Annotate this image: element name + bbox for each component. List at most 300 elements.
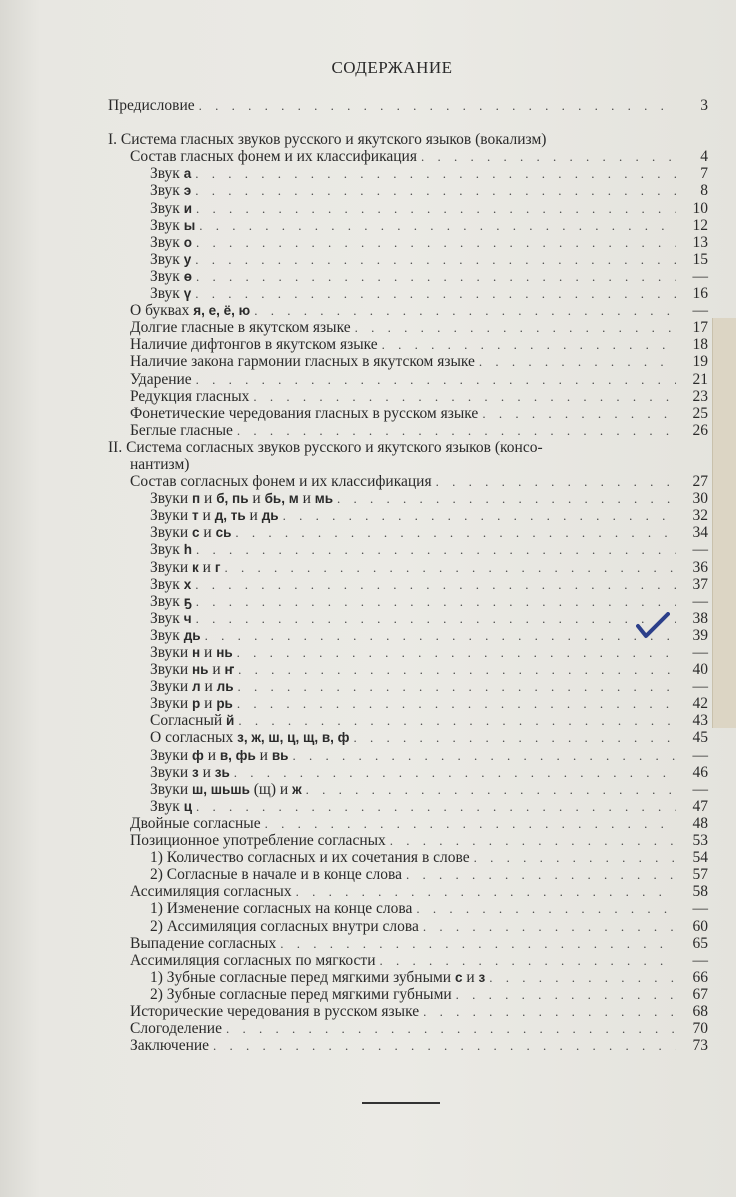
entry-text: 2) Ассимиляция согласных внутри слова — [150, 917, 419, 935]
toc-entry — [108, 422, 708, 439]
dot-leader — [195, 165, 676, 182]
handwritten-check-icon — [636, 612, 670, 640]
toc-entry-title — [130, 319, 351, 336]
sound-letter: у — [183, 251, 192, 267]
sound-letter: сь — [215, 525, 232, 541]
toc-entry-title — [108, 131, 546, 148]
entry-text: Звуки — [150, 524, 193, 542]
sound-letter: ҕ — [183, 593, 192, 609]
toc-entry — [108, 353, 708, 370]
sound-letter: э — [183, 183, 192, 199]
entry-text: и — [462, 968, 479, 986]
sound-letter: ль — [216, 679, 234, 695]
entry-text: О согласных — [150, 729, 238, 747]
sound-letter: с — [454, 969, 463, 985]
toc-entry-title — [150, 678, 234, 695]
dot-leader — [306, 781, 676, 798]
entry-text: Звук — [150, 626, 184, 644]
toc-entry — [108, 764, 708, 781]
entry-text: и — [203, 746, 220, 764]
page-number: 30 — [692, 490, 708, 508]
dot-leader — [238, 678, 676, 695]
page-number: — — [692, 267, 708, 285]
page-number: 53 — [692, 832, 708, 850]
toc-entry — [108, 131, 708, 148]
toc-entry — [108, 1020, 708, 1037]
page-number: 65 — [692, 934, 708, 952]
entry-text: Предисловие — [108, 97, 195, 114]
toc-entry — [108, 900, 708, 917]
sound-letter: г — [214, 559, 221, 575]
dot-leader — [196, 371, 676, 388]
toc-entry — [108, 935, 708, 952]
toc-entry-title — [130, 388, 249, 405]
toc-entry-title — [150, 986, 452, 1003]
sound-letter: нь — [192, 662, 209, 678]
dot-leader — [489, 969, 676, 986]
sound-letter: р — [192, 696, 201, 712]
toc-entry — [108, 217, 708, 234]
entry-text: Беглые гласные — [130, 421, 233, 439]
entry-text: Звук — [150, 592, 184, 610]
toc-entry-title — [150, 507, 279, 524]
toc-entry-title — [150, 712, 234, 729]
dot-leader — [199, 97, 676, 114]
sound-letter: с — [192, 525, 200, 541]
toc-entry-title — [150, 729, 349, 746]
page-number: 15 — [692, 250, 708, 268]
toc-entry — [108, 541, 708, 558]
page-number: 25 — [692, 404, 708, 422]
toc-entry-title — [150, 918, 419, 935]
entry-text: Ассимиляция согласных — [130, 883, 292, 901]
toc-entry — [108, 285, 708, 302]
toc-entry-title — [130, 336, 378, 353]
entry-text: 1) Зубные согласные перед мягкими зубными — [150, 968, 455, 986]
toc-entry — [108, 849, 708, 866]
sound-letter: и — [183, 200, 193, 216]
sound-letter: я, е, ё, ю — [193, 303, 251, 319]
sound-letter: л — [192, 679, 201, 695]
toc-entry-title — [150, 593, 192, 610]
toc-entry — [108, 952, 708, 969]
entry-text: Звук — [150, 199, 184, 217]
entry-text: 2) Согласные в начале и в конце слова — [150, 866, 403, 884]
page-number: — — [692, 746, 708, 764]
dot-leader — [456, 986, 676, 1003]
tape-strip — [712, 318, 736, 728]
sound-letter: т — [192, 508, 199, 524]
sound-letter: һ — [183, 542, 192, 558]
page-number: 46 — [692, 763, 708, 781]
sound-letter: й — [226, 713, 235, 729]
entry-text: (щ) и — [249, 780, 293, 798]
dot-leader — [421, 148, 676, 165]
toc-entry — [108, 815, 708, 832]
toc-entry-title — [130, 405, 478, 422]
toc-entry-title — [130, 1003, 419, 1020]
dot-leader — [196, 593, 676, 610]
page-number: 32 — [692, 507, 708, 525]
toc-entry-title — [150, 234, 192, 251]
dot-leader — [196, 200, 676, 217]
toc-entry-title — [150, 285, 191, 302]
toc-entry-title — [130, 815, 261, 832]
page-number: 60 — [692, 917, 708, 935]
toc-entry-title — [150, 217, 195, 234]
entry-text: Исторические чередования в русском языке — [130, 1002, 420, 1020]
toc-entry-title — [130, 883, 292, 900]
entry-text: Звуки — [150, 746, 193, 764]
toc-entry-title — [150, 866, 402, 883]
entry-text: Слогоделение — [130, 1020, 222, 1038]
toc-entry — [108, 712, 708, 729]
dot-leader — [237, 422, 676, 439]
toc-entry — [108, 969, 708, 986]
entry-text: Звуки — [150, 678, 193, 696]
page-number: — — [692, 302, 708, 320]
entry-text: Звук — [150, 233, 184, 251]
toc-entry — [108, 627, 708, 644]
dot-leader — [474, 849, 676, 866]
dot-leader — [292, 747, 676, 764]
dot-leader — [234, 764, 676, 781]
toc-entry-title — [150, 576, 191, 593]
toc-entry-title — [130, 422, 233, 439]
page-number: 66 — [692, 968, 708, 986]
toc-entry-title — [150, 268, 192, 285]
toc-entry-title — [130, 832, 386, 849]
dot-leader — [265, 815, 676, 832]
toc-entry-title — [150, 200, 192, 217]
entry-text: Звук — [150, 216, 184, 234]
entry-text: Звук — [150, 541, 184, 559]
entry-text: Звук — [150, 797, 184, 815]
entry-text: и — [199, 524, 216, 542]
entry-text: Звук — [150, 285, 184, 303]
toc-entry-title — [150, 251, 191, 268]
dot-leader — [423, 1003, 676, 1020]
page-number: 38 — [692, 609, 708, 627]
dot-leader — [205, 627, 676, 644]
page-number: 54 — [692, 849, 708, 867]
sound-letter: о — [183, 234, 192, 250]
toc-entry — [108, 1003, 708, 1020]
entry-text: Долгие гласные в якутском языке — [130, 319, 351, 337]
page-number: 70 — [692, 1020, 708, 1038]
sound-letter: п — [192, 491, 201, 507]
toc-entry — [108, 593, 708, 610]
toc-entry — [108, 661, 708, 678]
page-number: 43 — [692, 712, 708, 730]
page-number: — — [692, 541, 708, 559]
dot-leader — [195, 576, 676, 593]
page-number: 39 — [692, 626, 708, 644]
toc-entry-title — [150, 798, 192, 815]
toc-entry-title — [150, 165, 191, 182]
page-number: 58 — [692, 883, 708, 901]
entry-text: Ассимиляция согласных по мягкости — [130, 951, 376, 969]
entry-text: и — [255, 746, 272, 764]
page-number: 4 — [700, 148, 708, 166]
page-number: 10 — [692, 199, 708, 217]
toc-entry-title — [150, 559, 220, 576]
page-number: — — [692, 900, 708, 918]
page-number: 68 — [692, 1002, 708, 1020]
toc-entry — [108, 268, 708, 285]
dot-leader — [382, 336, 676, 353]
entry-text: и — [298, 490, 315, 508]
dot-leader — [353, 729, 676, 746]
dot-leader — [436, 473, 676, 490]
toc-entry — [108, 182, 708, 199]
dot-leader — [237, 695, 676, 712]
page-number: 34 — [692, 524, 708, 542]
toc-entry-title — [150, 849, 470, 866]
toc-entry — [108, 507, 708, 524]
entry-text: Наличие закона гармонии гласных в якутском языке — [130, 353, 475, 371]
dot-leader — [380, 952, 677, 969]
toc-entry-title — [150, 781, 302, 798]
page-number: 12 — [692, 216, 708, 234]
page-number: — — [692, 678, 708, 696]
sound-letter: бь, м — [264, 491, 299, 507]
toc-entry — [108, 559, 708, 576]
page-number: 8 — [700, 182, 708, 200]
entry-text: и — [248, 490, 265, 508]
entry-text: Звуки — [150, 558, 193, 576]
page-number: — — [692, 951, 708, 969]
sound-letter: х — [183, 576, 192, 592]
sound-letter: д, ть — [214, 508, 246, 524]
toc-entry — [108, 678, 708, 695]
dot-leader — [196, 610, 676, 627]
sound-letter: дь — [183, 627, 201, 643]
toc-entry — [108, 234, 708, 251]
entry-text: 1) Изменение согласных на конце слова — [150, 900, 413, 918]
sound-letter: рь — [216, 696, 233, 712]
dot-leader — [479, 353, 676, 370]
sound-letter: з, ж, ш, ц, щ, в, ф — [237, 730, 350, 746]
toc-entry — [108, 439, 708, 456]
toc-entry — [108, 781, 708, 798]
page-number: — — [692, 592, 708, 610]
entry-text: Звуки — [150, 490, 193, 508]
page-number: — — [692, 780, 708, 798]
page-number: 7 — [700, 165, 708, 183]
entry-text: и — [200, 644, 217, 661]
sound-letter: б, пь — [216, 491, 249, 507]
dot-leader — [196, 268, 676, 285]
entry-text: Фонетические чередования гласных в русском языке — [130, 404, 479, 422]
page-number: 3 — [700, 97, 708, 114]
toc-entry — [108, 456, 708, 473]
dot-leader — [296, 883, 676, 900]
page-number: 27 — [692, 473, 708, 491]
dot-leader — [195, 285, 676, 302]
entry-text: Звук — [150, 609, 184, 627]
toc-entry-title — [150, 610, 192, 627]
page-number: 40 — [692, 661, 708, 679]
dot-leader — [280, 935, 676, 952]
sound-letter: ж — [292, 781, 302, 797]
toc-entry — [108, 695, 708, 712]
entry-text: Звуки — [150, 661, 193, 679]
toc-entry-title — [130, 935, 276, 952]
dot-leader — [238, 661, 676, 678]
entry-text: Звуки — [150, 763, 193, 781]
entry-text: Звук — [150, 165, 184, 183]
sound-letter: мь — [314, 491, 334, 507]
toc-entry-title — [150, 644, 233, 661]
table-of-contents — [108, 97, 708, 1054]
page-number: — — [692, 644, 708, 661]
dot-leader — [235, 524, 676, 541]
sound-letter: дь — [261, 508, 279, 524]
entry-text: Согласный — [150, 712, 227, 730]
toc-entry — [108, 319, 708, 336]
entry-text: и — [208, 661, 225, 679]
toc-entry-title — [130, 952, 376, 969]
toc-entry — [108, 405, 708, 422]
toc-entry-title — [130, 148, 417, 165]
toc-entry-title — [130, 371, 192, 388]
toc-entry — [108, 883, 708, 900]
entry-text: и — [198, 507, 215, 525]
entry-text: Двойные согласные — [130, 814, 261, 832]
page-number: 16 — [692, 285, 708, 303]
sound-letter: з — [478, 969, 486, 985]
dot-leader — [254, 302, 676, 319]
sound-letter: з — [192, 764, 199, 780]
toc-entry — [108, 729, 708, 746]
dot-leader — [482, 405, 676, 422]
dot-leader — [253, 388, 676, 405]
dot-leader — [423, 918, 676, 935]
dot-leader — [355, 319, 676, 336]
dot-leader — [195, 182, 676, 199]
entry-text: Звуки — [150, 507, 193, 525]
toc-entry-title — [130, 473, 432, 490]
toc-entry — [108, 388, 708, 405]
entry-text: Позиционное употребление согласных — [130, 832, 386, 850]
entry-text: I. Система гласных звуков русского и якутского языков (вокализм) — [108, 131, 547, 149]
page-title: СОДЕРЖАНИЕ — [331, 58, 453, 77]
entry-text: и — [198, 763, 215, 781]
toc-entry-title — [150, 182, 191, 199]
toc-entry — [108, 644, 708, 661]
toc-entry — [108, 302, 708, 319]
entry-text: и — [198, 558, 215, 576]
toc-entry-title — [108, 439, 543, 456]
toc-entry — [108, 1037, 708, 1054]
sound-letter: н — [192, 645, 201, 660]
dot-leader — [196, 234, 676, 251]
toc-entry — [108, 918, 708, 935]
toc-entry-title — [130, 353, 475, 370]
toc-entry — [108, 576, 708, 593]
dot-leader — [283, 507, 676, 524]
toc-entry-title — [150, 695, 233, 712]
dot-leader — [199, 217, 676, 234]
dot-leader — [213, 1037, 676, 1054]
toc-entry — [108, 866, 708, 883]
entry-text: Звук — [150, 182, 184, 200]
entry-text: Звуки — [150, 695, 193, 713]
entry-text: Ударение — [130, 370, 192, 388]
entry-text: 1) Количество согласных и их сочетания в слове — [150, 849, 470, 867]
dot-leader — [226, 1020, 676, 1037]
toc-entry — [108, 610, 708, 627]
sound-letter: к — [192, 559, 199, 575]
sound-letter: ш, шьшь — [192, 781, 250, 797]
toc-entry-title — [130, 456, 189, 473]
toc-entry-title — [150, 764, 230, 781]
entry-text: Звуки — [150, 644, 193, 661]
page-number: 67 — [692, 985, 708, 1003]
sound-letter: ү — [183, 286, 192, 302]
entry-text: Звуки — [150, 780, 193, 798]
dot-leader — [195, 251, 676, 268]
entry-text: II. Система согласных звуков русского и якутского языков (консо- — [108, 438, 543, 456]
entry-text: нантизм) — [130, 455, 190, 473]
dot-leader — [224, 559, 676, 576]
toc-entry — [108, 747, 708, 764]
dot-leader — [238, 712, 676, 729]
toc-entry-title — [150, 627, 201, 644]
page-number: 42 — [692, 695, 708, 713]
toc-entry — [108, 473, 708, 490]
page-number: 47 — [692, 797, 708, 815]
sound-letter: ө — [183, 268, 192, 284]
page-number: 19 — [692, 353, 708, 371]
page-number: 21 — [692, 370, 708, 388]
page-number: 37 — [692, 575, 708, 593]
sound-letter: а — [183, 166, 192, 182]
page-number: 26 — [692, 421, 708, 439]
toc-entry — [108, 524, 708, 541]
toc-entry — [108, 371, 708, 388]
toc-entry-title — [150, 661, 234, 678]
toc-entry-title — [150, 490, 333, 507]
entry-text: Звук — [150, 250, 184, 268]
entry-text: 2) Зубные согласные перед мягкими губными — [150, 985, 452, 1003]
dot-leader — [406, 866, 676, 883]
sound-letter: ҥ — [224, 662, 235, 678]
entry-text: О буквах — [130, 302, 194, 320]
toc-entry-title — [150, 969, 485, 986]
toc-entry — [108, 832, 708, 849]
sound-letter: в, фь — [219, 747, 256, 763]
entry-text: Наличие дифтонгов в якутском языке — [130, 336, 378, 354]
closing-rule — [362, 1102, 440, 1104]
entry-text: Состав согласных фонем и их классификация — [130, 473, 432, 491]
sound-letter: ч — [183, 610, 192, 626]
sound-letter: ц — [183, 798, 193, 814]
toc-entry-title — [150, 524, 231, 541]
toc-entry-title — [108, 97, 195, 114]
toc-entry — [108, 986, 708, 1003]
toc-entry — [108, 251, 708, 268]
toc-entry — [108, 97, 708, 114]
page-number: 17 — [692, 319, 708, 337]
toc-entry — [108, 165, 708, 182]
page-number: 57 — [692, 866, 708, 884]
toc-entry — [108, 798, 708, 815]
entry-text: и — [200, 678, 217, 696]
page-number: 23 — [692, 387, 708, 405]
toc-entry-title — [150, 541, 192, 558]
